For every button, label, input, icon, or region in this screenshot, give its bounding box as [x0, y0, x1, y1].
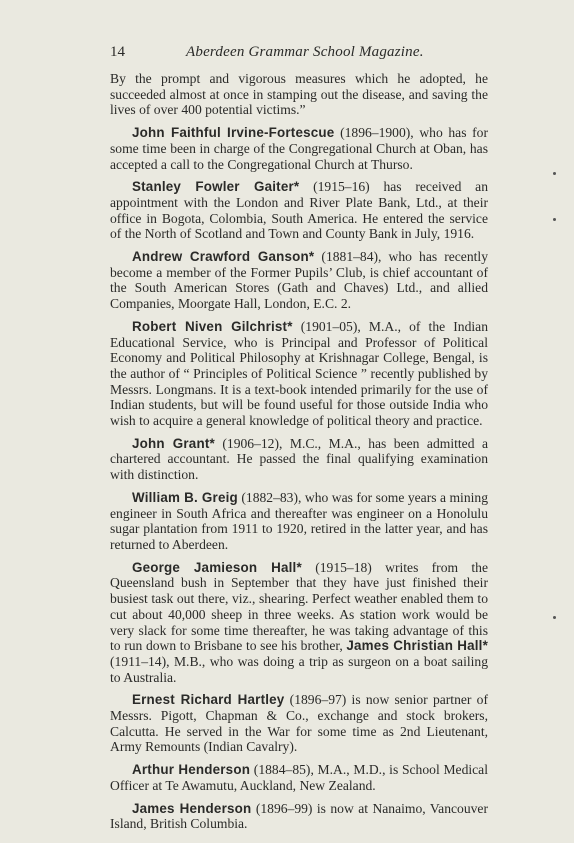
person-name: Robert Niven Gilchrist* [132, 318, 293, 334]
person-name: Arthur Henderson [132, 762, 251, 778]
paragraph-james-henderson: James Henderson (1896–99) is now at Nanaimo, Vancouver Island, British Columbia. [110, 800, 488, 832]
person-name: John Faithful Irvine-Fortescue [132, 125, 335, 141]
paragraph-greig: William B. Greig (1882–83), who was for some years a mining engineer in South Africa and thereafter was engineer on a Honolulu sugar plantation from 1911 to 1920, retired in the latter year, and has returned to Aberdeen. [110, 489, 489, 552]
person-name: Andrew Crawford Ganson* [132, 249, 315, 265]
paragraph-hartley: Ernest Richard Hartley (1896–97) is now senior partner of Messrs. Pigott, Chapman & Co., exchange and stock brokers, Calcutta. He served in the War for some time as 2nd Lieutenant, Army Remounts (Indian Cavalry). [110, 692, 488, 755]
person-name: William B. Greig [132, 489, 238, 505]
paper-speck [553, 218, 556, 221]
paper-speck [553, 172, 556, 175]
person-name: Ernest Richard Hartley [132, 692, 285, 708]
person-name: George Jamieson Hall* [132, 559, 302, 575]
person-name: John Grant* [132, 435, 215, 451]
paragraph-gaiter: Stanley Fowler Gaiter* (1915–16) has received an appointment with the London and River Plate Bank, Ltd., at their office in Bogota, Colombia, South America. He entered the service of the North of Scotland and Town and County Bank in July, 1916. [110, 179, 488, 242]
running-title: Aberdeen Grammar School Magazine. [186, 44, 424, 60]
paper-speck [553, 616, 556, 619]
paragraph-continuation: By the prompt and vigorous measures which he adopted, he succeeded almost at once in stamping out the disease, and saving the lives of over 400 potential victims.” [110, 71, 488, 118]
paragraph-grant: John Grant* (1906–12), M.C., M.A., has been admitted a chartered accountant. He passed the final qualifying examination with distinction. [110, 435, 488, 483]
person-name: James Henderson [132, 800, 252, 816]
person-name: James Christian Hall* [346, 638, 488, 654]
paragraph-ganson: Andrew Crawford Ganson* (1881–84), who has recently become a member of the Former Pupils’ Club, is chief accountant of the South American Stores (Gath and Chaves) Ltd., and allied Companies, Moorgate Hall, London, E.C. 2. [110, 249, 488, 312]
person-name: Stanley Fowler Gaiter* [132, 179, 300, 195]
article-body [110, 71, 488, 839]
paragraph-irvine-fortescue: John Faithful Irvine-Fortescue (1896–1900), who has for some time been in charge of the Congregational Church at Oban, has accepted a call to the Congregational Church at Thurso. [110, 125, 488, 172]
paragraph-gilchrist: Robert Niven Gilchrist* (1901–05), M.A., of the Indian Educational Service, who is Principal and Professor of Political Economy and Political Philosophy at Krishnagar College, Bengal, is the author of “ Principles of Political Science ” recently published by Messrs. Longmans. It is a text-book intended primarily for the use of Indian students, but will be found useful for those outside India who wish to acquire a general knowledge of political theory and practice. [110, 318, 488, 429]
paragraph-arthur-henderson: Arthur Henderson (1884–85), M.A., M.D., is School Medical Officer at Te Awamutu, Auckland, New Zealand. [110, 762, 488, 793]
page-number: 14 [110, 44, 125, 60]
paragraph-hall: George Jamieson Hall* (1915–18) writes from the Queensland bush in September that they have just finished their busiest task out there, viz., shearing. Perfect weather enabled them to cut about 40,000 sheep in three weeks. As station work would be very slack for some time thereafter, he was taking advantage of this to run down to Brisbane to see his brother, James Christian Hall* (1911–14), M.B., who was doing a trip as surgeon on a boat sailing to Australia. [110, 559, 488, 685]
